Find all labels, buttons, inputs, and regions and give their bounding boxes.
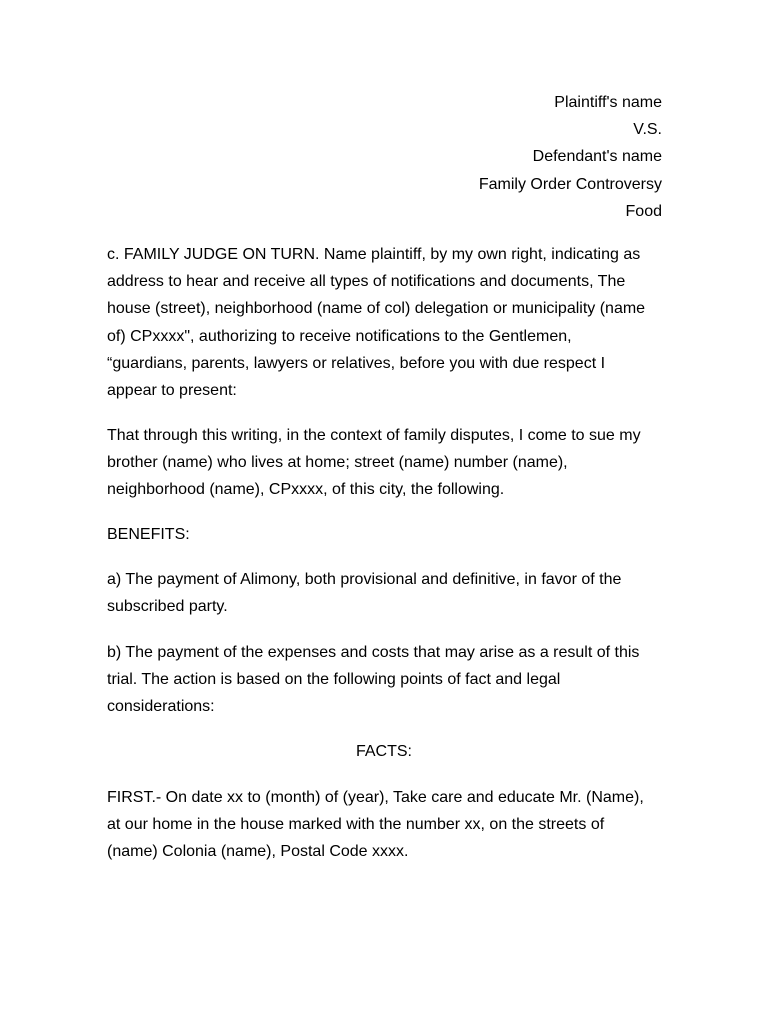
paragraph-line: neighborhood (name), CPxxxx, of this city, the following. (107, 481, 505, 499)
versus-label: V.S. (633, 121, 662, 139)
case-caption (262, 89, 662, 225)
paragraph-line: of) CPxxxx", authorizing to receive notifications to the Gentlemen, (107, 327, 572, 345)
paragraph-line: c. FAMILY JUDGE ON TURN. Name plaintiff, by my own right, indicating as (107, 246, 641, 263)
plaintiff-name: Plaintiff's name (554, 94, 662, 111)
fact-first-paragraph (107, 784, 667, 866)
paragraph-line: That through this writing, in the context of family disputes, I come to sue my (107, 427, 641, 444)
paragraph-line: subscribed party. (107, 598, 228, 616)
paragraph-line: trial. The action is based on the following points of fact and legal (107, 671, 561, 689)
benefit-a-paragraph (107, 566, 667, 620)
paragraph-line: b) The payment of the expenses and costs that may arise as a result of this (107, 644, 640, 661)
paragraph-line: FIRST.- On date xx to (month) of (year), Take care and educate Mr. (Name), (107, 789, 644, 806)
paragraph-line: a) The payment of Alimony, both provisional and definitive, in favor of the (107, 571, 622, 588)
paragraph-line: considerations: (107, 698, 215, 716)
paragraph-line: “guardians, parents, lawyers or relatives, before you with due respect I (107, 354, 606, 372)
claim-paragraph (107, 422, 667, 504)
paragraph-line: house (street), neighborhood (name of col) delegation or municipality (name (107, 300, 646, 318)
facts-heading: FACTS: (355, 743, 412, 760)
paragraph-line: appear to present: (107, 382, 237, 400)
benefits-heading: BENEFITS: (107, 526, 190, 543)
defendant-name: Defendant's name (532, 148, 662, 166)
paragraph-line: address to hear and receive all types of notifications and documents, The (107, 273, 626, 291)
intro-paragraph (107, 241, 667, 404)
case-subject: Food (625, 202, 662, 220)
benefit-b-paragraph (107, 639, 667, 721)
case-type: Family Order Controversy (478, 175, 662, 193)
paragraph-line: brother (name) who lives at home; street (name) number (name), (107, 454, 568, 472)
paragraph-line: (name) Colonia (name), Postal Code xxxx. (107, 843, 409, 861)
paragraph-line: at our home in the house marked with the number xx, on the streets of (107, 816, 605, 834)
